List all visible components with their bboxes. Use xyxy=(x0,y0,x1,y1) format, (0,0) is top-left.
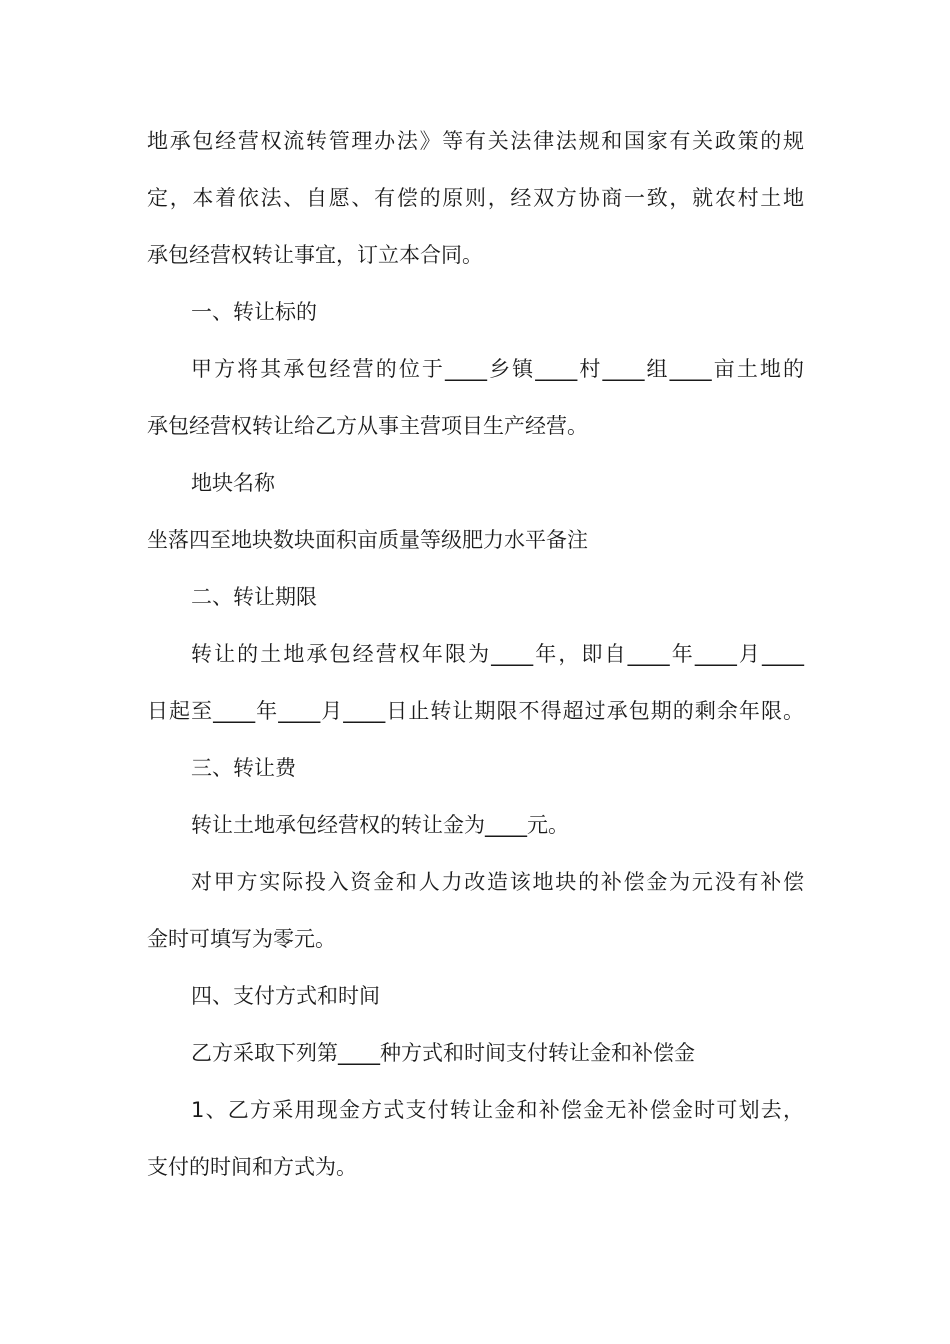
section-heading-1: 一、转让标的 xyxy=(191,300,317,324)
list-item-1: 1、乙方采用现金方式支付转让金和补偿金无补偿金时可划去， xyxy=(191,1098,804,1122)
section-heading-2: 二、转让期限 xyxy=(191,585,317,609)
paragraph-line: 承包经营权转让给乙方从事主营项目生产经营。 xyxy=(147,414,588,438)
paragraph-line: 日起至____年____月____日止转让期限不得超过承包期的剩余年限。 xyxy=(147,699,804,723)
table-header-row: 坐落四至地块数块面积亩质量等级肥力水平备注 xyxy=(147,528,588,552)
paragraph-line: 定，本着依法、自愿、有偿的原则，经双方协商一致，就农村土地 xyxy=(147,186,804,210)
paragraph-line: 地承包经营权流转管理办法》等有关法律法规和国家有关政策的规 xyxy=(147,129,804,153)
paragraph-line: 转让土地承包经营权的转让金为____元。 xyxy=(191,813,569,837)
paragraph-line: 承包经营权转让事宜，订立本合同。 xyxy=(147,243,483,267)
paragraph-line: 对甲方实际投入资金和人力改造该地块的补偿金为元没有补偿 xyxy=(191,870,804,894)
section-heading-3: 三、转让费 xyxy=(191,756,296,780)
field-label: 地块名称 xyxy=(191,471,275,495)
section-heading-4: 四、支付方式和时间 xyxy=(191,984,380,1008)
paragraph-line: 甲方将其承包经营的位于____乡镇____村____组____亩土地的 xyxy=(191,357,804,381)
paragraph-line: 转让的土地承包经营权年限为____年，即自____年____月____ xyxy=(191,642,804,666)
paragraph-line: 支付的时间和方式为。 xyxy=(147,1155,357,1179)
paragraph-line: 乙方采取下列第____种方式和时间支付转让金和补偿金 xyxy=(191,1041,695,1065)
paragraph-line: 金时可填写为零元。 xyxy=(147,927,336,951)
